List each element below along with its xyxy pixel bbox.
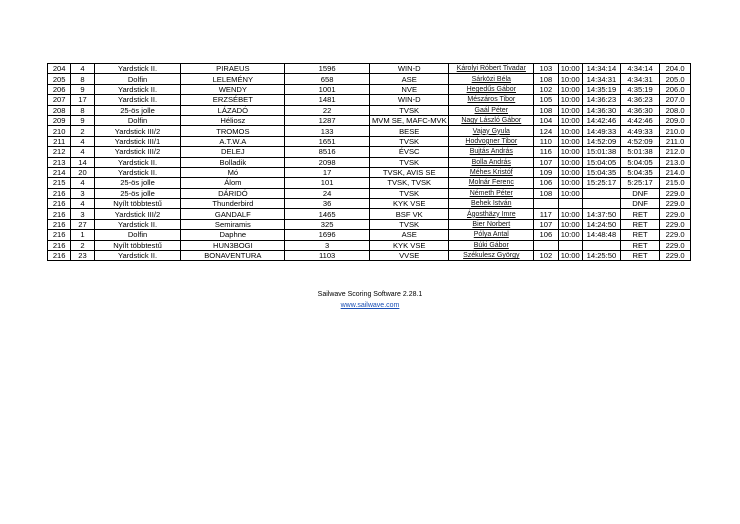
cell-elapsed: DNF (621, 199, 660, 209)
cell-rating: 108 (534, 105, 558, 115)
cell-finish-time: 14:34:14 (582, 64, 620, 74)
cell-points: 205.0 (660, 74, 691, 84)
cell-sail-number: 3 (285, 240, 370, 250)
cell-class: Nyílt többtestű (94, 199, 181, 209)
cell-place: 216 (48, 251, 71, 261)
cell-class: Yardstick II. (94, 219, 181, 229)
cell-class: Yardstick III/2 (94, 126, 181, 136)
cell-place: 216 (48, 209, 71, 219)
cell-class: Yardstick II. (94, 64, 181, 74)
cell-helm: Sárközi Béla (449, 74, 534, 84)
cell-start-time: 10:00 (558, 64, 582, 74)
cell-elapsed: 4:52:09 (621, 136, 660, 146)
cell-rating: 105 (534, 95, 558, 105)
cell-class: 25-ös jolle (94, 105, 181, 115)
cell-club: ASE (369, 74, 448, 84)
cell-start-time: 10:00 (558, 95, 582, 105)
cell-club: BESE (369, 126, 448, 136)
cell-place: 216 (48, 188, 71, 198)
cell-boat-name: A.T.W.A (181, 136, 285, 146)
cell-sail-count: 3 (71, 188, 94, 198)
cell-club: TVSK, TVSK (369, 178, 448, 188)
cell-boat-name: WENDY (181, 84, 285, 94)
table-row (48, 167, 691, 177)
cell-sail-count: 4 (71, 147, 94, 157)
cell-points: 229.0 (660, 219, 691, 229)
cell-helm: Nagy László Gábor (449, 115, 534, 125)
cell-sail-count: 4 (71, 64, 94, 74)
cell-elapsed: 4:36:30 (621, 105, 660, 115)
cell-sail-count: 2 (71, 126, 94, 136)
cell-club: BSF VK (369, 209, 448, 219)
cell-finish-time (582, 240, 620, 250)
table-row (48, 136, 691, 146)
cell-helm: Bolla András (449, 157, 534, 167)
table-row (48, 157, 691, 167)
cell-start-time: 10:00 (558, 178, 582, 188)
cell-points: 229.0 (660, 251, 691, 261)
cell-sail-count: 1 (71, 230, 94, 240)
cell-rating: 102 (534, 251, 558, 261)
cell-finish-time: 15:01:38 (582, 147, 620, 157)
cell-sail-number: 8516 (285, 147, 370, 157)
cell-class: Dolfin (94, 115, 181, 125)
cell-finish-time: 15:04:35 (582, 167, 620, 177)
cell-club: WIN-D (369, 95, 448, 105)
cell-points: 208.0 (660, 105, 691, 115)
cell-class: 25-ös jolle (94, 178, 181, 188)
table-row (48, 105, 691, 115)
cell-finish-time: 14:24:50 (582, 219, 620, 229)
cell-sail-number: 1696 (285, 230, 370, 240)
cell-sail-number: 1596 (285, 64, 370, 74)
cell-points: 206.0 (660, 84, 691, 94)
cell-place: 205 (48, 74, 71, 84)
cell-sail-number: 658 (285, 74, 370, 84)
cell-start-time: 10:00 (558, 188, 582, 198)
cell-rating: 110 (534, 136, 558, 146)
cell-sail-count: 8 (71, 74, 94, 84)
cell-start-time: 10:00 (558, 84, 582, 94)
cell-sail-count: 9 (71, 84, 94, 94)
cell-boat-name: Álom (181, 178, 285, 188)
cell-helm: Bujtás András (449, 147, 534, 157)
cell-sail-number: 1465 (285, 209, 370, 219)
cell-class: Dolfin (94, 74, 181, 84)
cell-boat-name: Mó (181, 167, 285, 177)
cell-sail-number: 325 (285, 219, 370, 229)
cell-sail-count: 14 (71, 157, 94, 167)
cell-elapsed: 4:36:23 (621, 95, 660, 105)
cell-rating (534, 199, 558, 209)
cell-helm: Behek István (449, 199, 534, 209)
cell-class: Yardstick III/1 (94, 136, 181, 146)
cell-place: 216 (48, 240, 71, 250)
table-row (48, 230, 691, 240)
cell-club: TVSK (369, 219, 448, 229)
cell-elapsed: 5:04:05 (621, 157, 660, 167)
table-row (48, 84, 691, 94)
cell-finish-time: 14:49:33 (582, 126, 620, 136)
cell-helm: Székulesz György (449, 251, 534, 261)
cell-boat-name: LÁZADÓ (181, 105, 285, 115)
cell-sail-count: 2 (71, 240, 94, 250)
cell-sail-number: 24 (285, 188, 370, 198)
cell-place: 216 (48, 219, 71, 229)
cell-sail-number: 101 (285, 178, 370, 188)
cell-start-time: 10:00 (558, 167, 582, 177)
cell-club: TVSK (369, 105, 448, 115)
cell-points: 229.0 (660, 240, 691, 250)
table-row (48, 188, 691, 198)
cell-place: 210 (48, 126, 71, 136)
cell-sail-count: 23 (71, 251, 94, 261)
cell-finish-time: 14:52:09 (582, 136, 620, 146)
cell-boat-name: HUN3BOGI (181, 240, 285, 250)
cell-boat-name: Bolladik (181, 157, 285, 167)
cell-points: 229.0 (660, 188, 691, 198)
cell-club: ÉVSC (369, 147, 448, 157)
cell-start-time: 10:00 (558, 157, 582, 167)
cell-boat-name: PIRAEUS (181, 64, 285, 74)
cell-elapsed: 4:34:31 (621, 74, 660, 84)
cell-sail-number: 1001 (285, 84, 370, 94)
cell-sail-count: 4 (71, 199, 94, 209)
cell-start-time: 10:00 (558, 147, 582, 157)
cell-finish-time (582, 188, 620, 198)
cell-elapsed: 4:42:46 (621, 115, 660, 125)
cell-rating: 117 (534, 209, 558, 219)
cell-place: 209 (48, 115, 71, 125)
cell-club: WIN-D (369, 64, 448, 74)
cell-elapsed: 5:25:17 (621, 178, 660, 188)
results-body (48, 64, 691, 261)
cell-sail-number: 2098 (285, 157, 370, 167)
cell-start-time: 10:00 (558, 126, 582, 136)
table-row (48, 178, 691, 188)
cell-points: 204.0 (660, 64, 691, 74)
cell-finish-time: 14:36:23 (582, 95, 620, 105)
cell-rating (534, 240, 558, 250)
cell-rating: 107 (534, 219, 558, 229)
cell-helm: Hodvogner Tibor (449, 136, 534, 146)
cell-rating: 109 (534, 167, 558, 177)
cell-helm: Bier Norbert (449, 219, 534, 229)
cell-boat-name: DELEJ (181, 147, 285, 157)
cell-place: 206 (48, 84, 71, 94)
cell-place: 204 (48, 64, 71, 74)
cell-sail-count: 20 (71, 167, 94, 177)
cell-rating: 102 (534, 84, 558, 94)
cell-boat-name: DÁRIDÓ (181, 188, 285, 198)
cell-elapsed: RET (621, 240, 660, 250)
table-row (48, 147, 691, 157)
cell-elapsed: 4:49:33 (621, 126, 660, 136)
cell-sail-number: 22 (285, 105, 370, 115)
cell-sail-count: 4 (71, 136, 94, 146)
cell-helm: Molnár Ferenc (449, 178, 534, 188)
cell-class: 25-ös jolle (94, 188, 181, 198)
cell-finish-time: 14:37:50 (582, 209, 620, 219)
table-row (48, 251, 691, 261)
cell-place: 215 (48, 178, 71, 188)
cell-finish-time: 14:35:19 (582, 84, 620, 94)
cell-elapsed: 5:04:35 (621, 167, 660, 177)
cell-rating: 108 (534, 188, 558, 198)
cell-start-time: 10:00 (558, 209, 582, 219)
cell-club: ASE (369, 230, 448, 240)
cell-finish-time: 15:25:17 (582, 178, 620, 188)
cell-sail-number: 133 (285, 126, 370, 136)
cell-class: Dolfin (94, 230, 181, 240)
cell-points: 209.0 (660, 115, 691, 125)
cell-sail-number: 36 (285, 199, 370, 209)
cell-finish-time: 14:36:30 (582, 105, 620, 115)
cell-start-time: 10:00 (558, 115, 582, 125)
cell-sail-count: 8 (71, 105, 94, 115)
cell-elapsed: DNF (621, 188, 660, 198)
cell-rating: 103 (534, 64, 558, 74)
cell-finish-time (582, 199, 620, 209)
cell-sail-number: 1481 (285, 95, 370, 105)
cell-helm: Méhes Kristóf (449, 167, 534, 177)
cell-finish-time: 14:25:50 (582, 251, 620, 261)
cell-helm: Hegedűs Gábor (449, 84, 534, 94)
cell-helm: Gaál Péter (449, 105, 534, 115)
cell-points: 214.0 (660, 167, 691, 177)
cell-start-time: 10:00 (558, 74, 582, 84)
cell-elapsed: RET (621, 230, 660, 240)
table-row (48, 126, 691, 136)
cell-class: Yardstick III/2 (94, 209, 181, 219)
cell-points: 207.0 (660, 95, 691, 105)
cell-club: TVSK (369, 188, 448, 198)
cell-club: TVSK, AVIS SE (369, 167, 448, 177)
cell-helm: Németh Péter (449, 188, 534, 198)
cell-helm: Vajay Gyula (449, 126, 534, 136)
cell-sail-count: 4 (71, 178, 94, 188)
cell-boat-name: LELEMÉNY (181, 74, 285, 84)
table-row (48, 64, 691, 74)
cell-boat-name: Daphne (181, 230, 285, 240)
cell-sail-count: 9 (71, 115, 94, 125)
cell-boat-name: Semiramis (181, 219, 285, 229)
cell-start-time: 10:00 (558, 105, 582, 115)
table-row (48, 74, 691, 84)
cell-place: 216 (48, 199, 71, 209)
cell-place: 216 (48, 230, 71, 240)
cell-start-time (558, 199, 582, 209)
cell-points: 211.0 (660, 136, 691, 146)
cell-place: 214 (48, 167, 71, 177)
cell-club: VVSE (369, 251, 448, 261)
cell-sail-count: 3 (71, 209, 94, 219)
cell-points: 229.0 (660, 209, 691, 219)
cell-rating: 108 (534, 74, 558, 84)
cell-class: Yardstick III/2 (94, 147, 181, 157)
cell-elapsed: 4:35:19 (621, 84, 660, 94)
software-credit: Sailwave Scoring Software 2.28.1 (317, 291, 423, 298)
cell-points: 212.0 (660, 147, 691, 157)
cell-points: 210.0 (660, 126, 691, 136)
cell-place: 208 (48, 105, 71, 115)
cell-elapsed: 4:34:14 (621, 64, 660, 74)
results-table (47, 63, 691, 261)
cell-sail-number: 17 (285, 167, 370, 177)
cell-boat-name: BONAVENTURA (181, 251, 285, 261)
cell-helm: Mészáros Tibor (449, 95, 534, 105)
cell-elapsed: RET (621, 251, 660, 261)
cell-rating: 107 (534, 157, 558, 167)
cell-start-time: 10:00 (558, 251, 582, 261)
cell-club: TVSK (369, 136, 448, 146)
cell-class: Yardstick II. (94, 167, 181, 177)
cell-rating: 106 (534, 230, 558, 240)
cell-rating: 124 (534, 126, 558, 136)
cell-class: Yardstick II. (94, 157, 181, 167)
cell-helm: Pólya Antal (449, 230, 534, 240)
cell-class: Nyílt többtestű (94, 240, 181, 250)
cell-sail-count: 27 (71, 219, 94, 229)
cell-club: KYK VSE (369, 199, 448, 209)
cell-boat-name: Héliosz (181, 115, 285, 125)
cell-helm: Károlyi Róbert Tivadar (449, 64, 534, 74)
cell-elapsed: RET (621, 219, 660, 229)
cell-boat-name: GANDALF (181, 209, 285, 219)
cell-place: 212 (48, 147, 71, 157)
cell-finish-time: 14:48:48 (582, 230, 620, 240)
cell-points: 229.0 (660, 230, 691, 240)
cell-rating: 104 (534, 115, 558, 125)
cell-sail-number: 1651 (285, 136, 370, 146)
cell-points: 229.0 (660, 199, 691, 209)
cell-finish-time: 15:04:05 (582, 157, 620, 167)
cell-place: 207 (48, 95, 71, 105)
cell-class: Yardstick II. (94, 95, 181, 105)
cell-elapsed: 5:01:38 (621, 147, 660, 157)
table-row (48, 95, 691, 105)
cell-place: 213 (48, 157, 71, 167)
table-row (48, 219, 691, 229)
cell-finish-time: 14:42:46 (582, 115, 620, 125)
cell-rating: 116 (534, 147, 558, 157)
cell-class: Yardstick II. (94, 84, 181, 94)
cell-boat-name: ERZSÉBET (181, 95, 285, 105)
cell-start-time: 10:00 (558, 219, 582, 229)
cell-boat-name: Thunderbird (181, 199, 285, 209)
table-row (48, 240, 691, 250)
cell-helm: Ágosthäzy Imre (449, 209, 534, 219)
cell-boat-name: TROMOS (181, 126, 285, 136)
cell-finish-time: 14:34:31 (582, 74, 620, 84)
sailwave-link[interactable]: www.sailwave.com (340, 302, 400, 309)
cell-rating: 106 (534, 178, 558, 188)
cell-club: KYK VSE (369, 240, 448, 250)
cell-place: 211 (48, 136, 71, 146)
cell-class: Yardstick II. (94, 251, 181, 261)
cell-start-time (558, 240, 582, 250)
cell-elapsed: RET (621, 209, 660, 219)
table-row (48, 209, 691, 219)
cell-start-time: 10:00 (558, 230, 582, 240)
cell-start-time: 10:00 (558, 136, 582, 146)
cell-sail-count: 17 (71, 95, 94, 105)
cell-club: TVSK (369, 157, 448, 167)
cell-sail-number: 1103 (285, 251, 370, 261)
table-row (48, 115, 691, 125)
cell-points: 213.0 (660, 157, 691, 167)
cell-points: 215.0 (660, 178, 691, 188)
table-row (48, 199, 691, 209)
cell-club: NVE (369, 84, 448, 94)
cell-sail-number: 1287 (285, 115, 370, 125)
cell-helm: Búki Gábor (449, 240, 534, 250)
cell-club: MVM SE, MAFC-MVK (369, 115, 448, 125)
